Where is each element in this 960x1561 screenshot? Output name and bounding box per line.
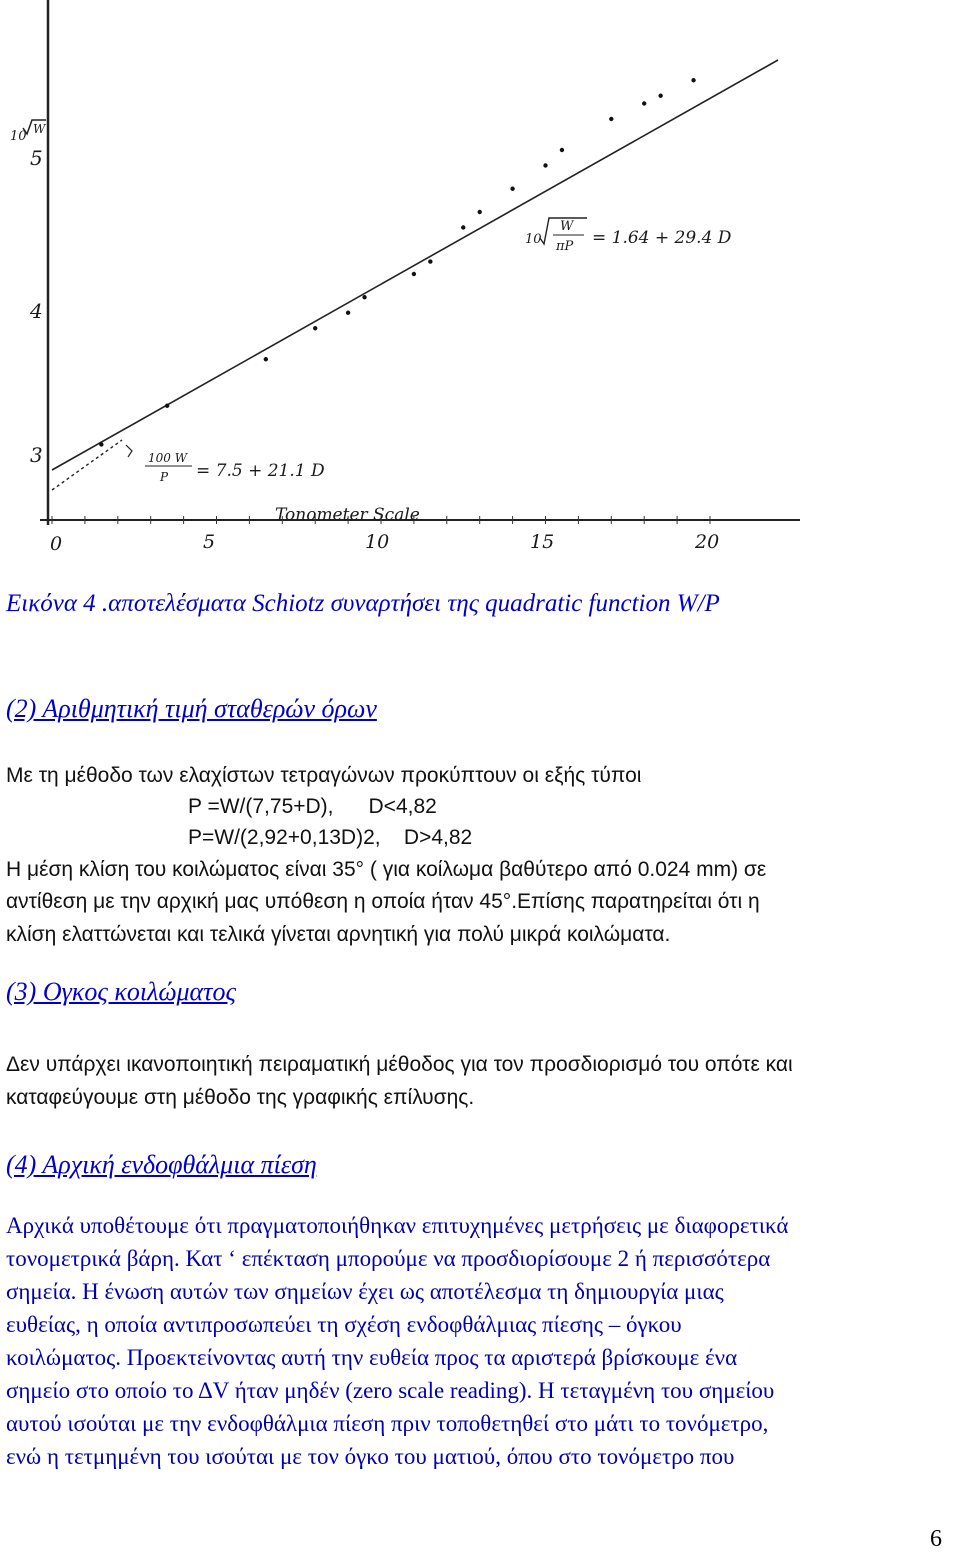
data-point: [99, 442, 103, 446]
data-point: [412, 272, 416, 276]
data-point: [642, 101, 646, 105]
y-tick-3: 3: [30, 443, 43, 467]
section3-heading: (3) Ογκος κοιλώματος: [6, 977, 237, 1006]
section3-line1: Δεν υπάρχει ικανοποιητική πειραματική μέθοδος για τον προσδιορισμό του οπότε και: [6, 1053, 793, 1076]
x-tick-10: 10: [365, 531, 390, 553]
equation-lower: [126, 445, 325, 484]
svg-text:10: 10: [525, 232, 542, 247]
section4-line5: κοιλώματος. Προεκτείνοντας αυτή την ευθεία προς τα αριστερά βρίσκουμε ένα: [6, 1345, 738, 1370]
svg-text:= 7.5 + 21.1 D: = 7.5 + 21.1 D: [196, 461, 325, 481]
svg-text:P: P: [160, 470, 169, 484]
y-tick-4: 4: [30, 299, 43, 323]
data-point: [362, 295, 366, 299]
x-tick-20: 20: [695, 531, 720, 553]
svg-text:= 1.64 + 29.4 D: = 1.64 + 29.4 D: [592, 228, 732, 248]
x-tick-0: 0: [50, 533, 63, 555]
section4-line3: σημεία. Η ένωση αυτών των σημείων έχει ως αποτέλεσμα τη δημιουργία μιας: [6, 1279, 724, 1304]
schiotz-chart: [0, 0, 820, 570]
data-points: [99, 78, 696, 447]
svg-text:W: W: [560, 219, 574, 234]
y-tick-5: 5: [30, 146, 43, 170]
section4-line8: ενώ η τετμημένη του ισούται με τον όγκο του ματιού, όπου στο τονόμετρο που: [6, 1444, 735, 1469]
data-point: [478, 210, 482, 214]
fit-line-upper: [52, 60, 778, 470]
data-point: [264, 357, 268, 361]
section2-heading: (2) Αριθμητική τιμή σταθερών όρων: [6, 694, 377, 723]
equation-upper: [525, 218, 732, 254]
formula-2: P=W/(2,92+0,13D)2, D>4,82: [188, 826, 473, 849]
section4-line2: τονομετρικά βάρη. Κατ ‘ επέκταση μπορούμε να προσδιορίσουμε 2 ή περισσότερα: [6, 1246, 771, 1271]
section3-line2: καταφεύγουμε στη μέθοδο της γραφικής επίλυσης.: [6, 1086, 475, 1109]
section4-line1: Αρχικά υποθέτουμε ότι πραγματοποιήθηκαν επιτυχημένες μετρήσεις με διαφορετικά: [6, 1213, 789, 1238]
section4-line6: σημείο στο οποίο το ΔV ήταν μηδέν (zero scale reading). Η τεταγμένη του σημείου: [6, 1378, 775, 1403]
fit-line-lower: [52, 440, 122, 490]
section4-heading: (4) Αρχική ενδοφθάλμια πίεση: [6, 1150, 317, 1179]
section2-line2: αντίθεση με την αρχική μας υπόθεση η οποία ήταν 45°.Επίσης παρατηρείται ότι η: [6, 890, 760, 913]
data-point: [165, 404, 169, 408]
section2-intro: Με τη μέθοδο των ελαχίστων τετραγώνων προκύπτουν οι εξής τύποι: [6, 764, 642, 787]
data-point: [691, 78, 695, 82]
data-point: [543, 163, 547, 167]
svg-text:πP: πP: [556, 239, 574, 254]
data-point: [658, 94, 662, 98]
svg-text:10: 10: [10, 129, 27, 144]
data-point: [428, 259, 432, 263]
formula-1: P =W/(7,75+D), D<4,82: [188, 795, 437, 818]
data-point: [510, 187, 514, 191]
section2-line3: κλίση ελαττώνεται και τελικά γίνεται αρνητική για πολύ μικρά κοιλώματα.: [6, 923, 671, 946]
y-axis-label: [10, 120, 47, 144]
figure-caption: Εικόνα 4 .αποτελέσματα Schiotz συναρτήσει της quadratic function W/P: [6, 590, 720, 617]
page-number: 6: [930, 1526, 942, 1552]
data-point: [609, 117, 613, 121]
svg-text:100 W: 100 W: [148, 451, 188, 465]
data-point: [313, 326, 317, 330]
section2-line1: Η μέση κλίση του κοιλώματος είναι 35° ( για κοίλωμα βαθύτερο από 0.024 mm) σε: [6, 858, 767, 881]
section4-line4: ευθείας, η οποία αντιπροσωπεύει τη σχέση ενδοφθάλμιας πίεσης – όγκου: [6, 1312, 682, 1337]
x-axis-title: Tonometer Scale: [275, 505, 420, 525]
section4-line7: αυτού ισούται με την ενδοφθάλμια πίεση πριν τοποθετηθεί στο μάτι το τονόμετρο,: [6, 1411, 769, 1436]
data-point: [461, 225, 465, 229]
x-tick-15: 15: [530, 531, 555, 553]
data-point: [560, 148, 564, 152]
x-tick-5: 5: [203, 531, 216, 553]
svg-text:W: W: [33, 122, 46, 136]
data-point: [346, 311, 350, 315]
